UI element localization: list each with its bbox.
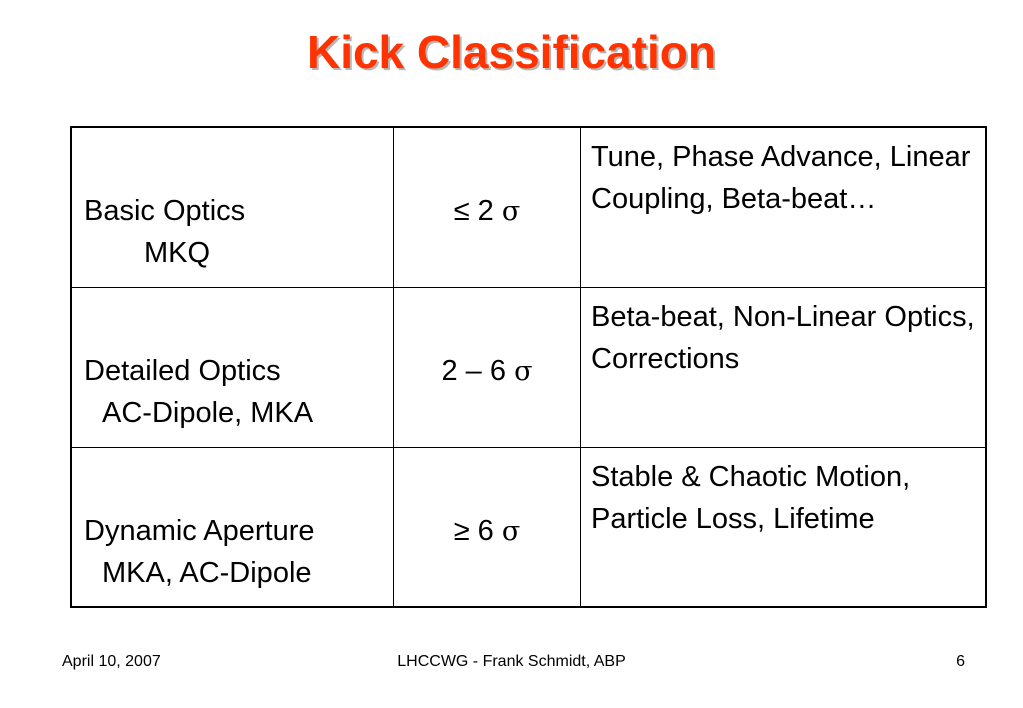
table-row [71,287,986,447]
sigma-symbol: σ [501,196,521,227]
measurements-text: Tune, Phase Advance, Linear Coupling, Beta-beat… [591,141,971,215]
kick-classification-table [70,126,987,608]
amplitude-value: ≥ 6 [453,514,494,547]
measurements-cell [581,287,987,447]
sigma-symbol: σ [514,355,533,387]
amplitude-cell [394,447,581,607]
kick-type-cell [71,287,394,447]
measurements-text: Beta-beat, Non-Linear Optics, Corrections [591,300,975,375]
footer-presenter: LHCCWG - Frank Schmidt, ABP [397,653,626,670]
amplitude-cell [394,287,581,447]
table-row [71,127,986,287]
footer-date: April 10, 2007 [62,653,161,670]
amplitude-value: ≤ 2 [453,195,494,227]
kicker-name: AC-Dipole, MKA [102,396,314,429]
measurements-cell [581,127,987,287]
kicker-name: MKQ [144,237,211,269]
table-row [71,447,986,607]
kick-type-name: Basic Optics [84,195,246,227]
slide-title: Kick Classification [306,26,717,78]
measurements-cell [581,447,987,607]
kick-type-name: Dynamic Aperture [84,514,315,547]
kicker-name: MKA, AC-Dipole [102,556,312,589]
amplitude-value: 2 – 6 [441,354,506,387]
amplitude-cell [394,127,581,287]
kick-type-name: Detailed Optics [84,354,281,387]
sigma-symbol: σ [501,515,521,547]
kick-type-cell [71,447,394,607]
kick-type-cell [71,127,394,287]
measurements-text: Stable & Chaotic Motion, Particle Loss, Lifetime [591,460,911,535]
page-number: 6 [956,653,965,670]
